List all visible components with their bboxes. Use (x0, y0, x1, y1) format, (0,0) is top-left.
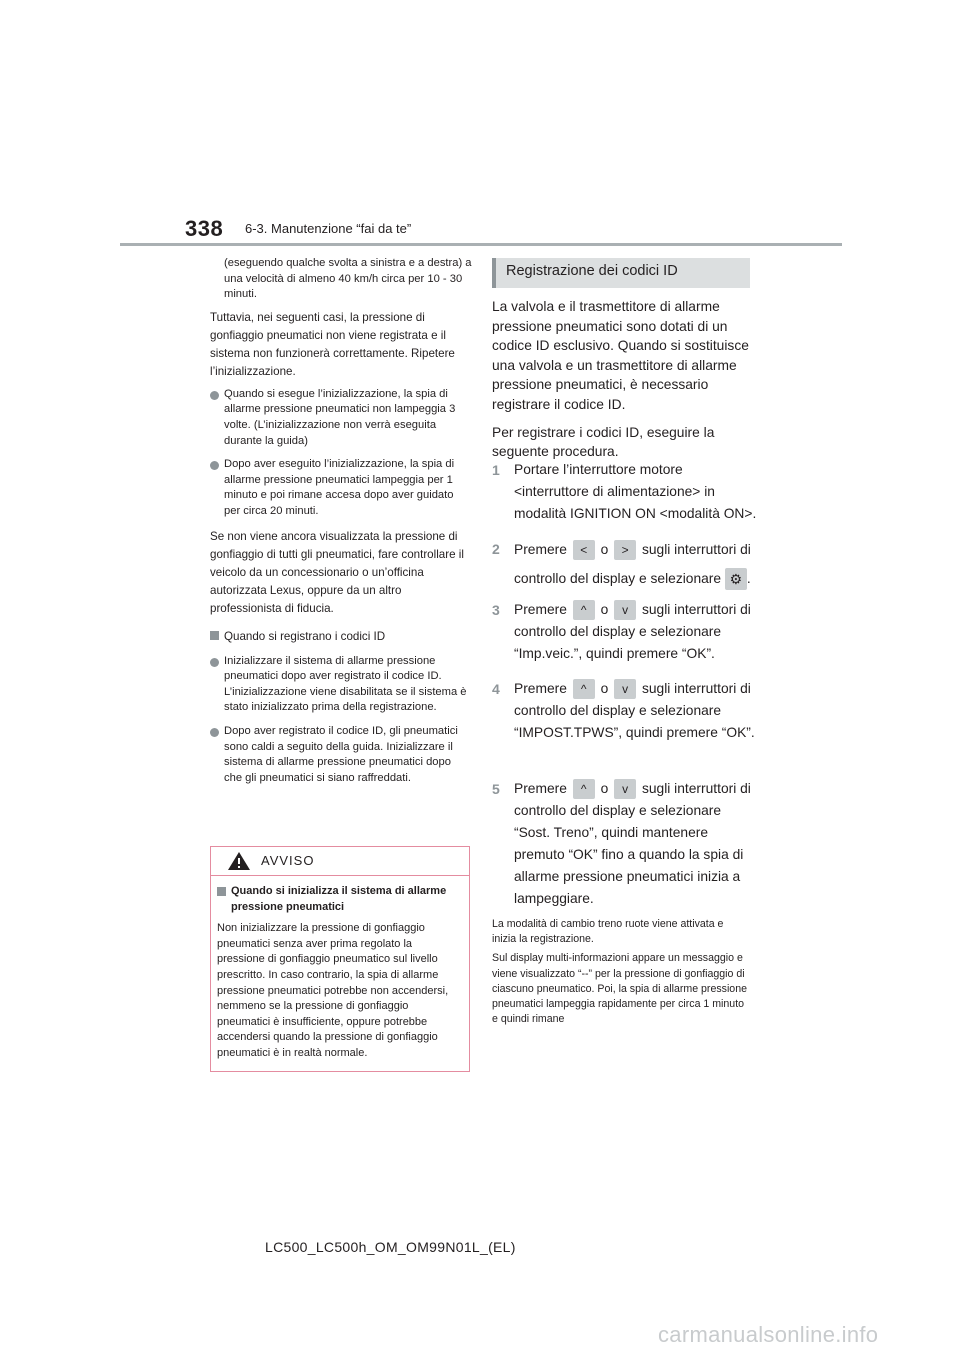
note: Sul display multi-informazioni appare un messaggio e viene visualizzato “--” per la pressione di gonfiaggio di ciascuno pneumatico. Poi, la spia di allarme pressione pneumatici lampeggia rapidamente per circa 1 minuto e quindi rimane (492, 952, 747, 1026)
left-arrow-key-icon: < (573, 540, 595, 560)
bullet-item (210, 387, 472, 449)
section-title: 6-3. Manutenzione “fai da te” (245, 221, 412, 236)
bullet-dot-icon (210, 728, 219, 737)
step-text (514, 599, 757, 665)
notes (492, 917, 750, 1031)
gear-icon: ⚙ (725, 568, 747, 590)
step-text-part: sugli interruttori di controllo del display e selezionare “Imp.veic.”, quindi premere “OK”. (514, 602, 751, 661)
watermark: carmanualsonline.info (658, 1322, 879, 1347)
bullet-item (210, 724, 472, 786)
section-heading-text: Registrazione dei codici ID (506, 263, 678, 279)
square-bullet-icon (210, 631, 219, 640)
paragraph: La valvola e il trasmettitore di allarme pressione pneumatici sono dotati di un codice ID esclusivo. Quando si sostituisce una valvola e un trasmettitore di allarme pressione pneumatici, è necessario registrare il codice ID. (492, 299, 749, 412)
footer-code: LC500_LC500h_OM_OM99N01L_(EL) (265, 1239, 516, 1255)
header-rule (120, 243, 842, 246)
section-heading (492, 258, 750, 288)
step-text: Portare l’interruttore motore <interruttore di alimentazione> in modalità IGNITION ON <modalità ON>. (514, 462, 757, 521)
step-text-part: o (600, 781, 609, 796)
page-number: 338 (185, 216, 224, 241)
bullet-text: Inizializzare il sistema di allarme pressione pneumatici dopo aver registrato il codice ID. L’inizializzazione viene disabilitata se il sistema è stato inizializzato prima della registrazione. (224, 654, 467, 714)
step-number: 5 (492, 781, 500, 797)
warning-box (210, 846, 470, 1072)
bullet-text: Dopo aver registrato il codice ID, gli pneumatici sono caldi a seguito della guida. Inizializzare il sistema di allarme pressione pneumatici dopo che gli pneumatici si siano raffreddati. (224, 724, 458, 784)
paragraph: Per registrare i codici ID, eseguire la seguente procedura. (492, 424, 715, 460)
step-text-part: sugli interruttori di controllo del display e selezionare (514, 542, 751, 586)
right-intro (492, 297, 750, 470)
warning-title: AVVISO (261, 853, 315, 868)
bullet-dot-icon (210, 461, 219, 470)
left-column (210, 256, 472, 794)
step-number: 2 (492, 541, 500, 557)
down-arrow-key-icon: v (614, 779, 636, 799)
right-arrow-key-icon: > (614, 540, 636, 560)
up-arrow-key-icon: ^ (573, 779, 595, 799)
step-number: 4 (492, 681, 500, 697)
warning-subheading (217, 884, 461, 915)
step-text-part: o (600, 602, 609, 617)
step-text-part: sugli interruttori di controllo del display e selezionare “Sost. Treno”, quindi mantenere premuto “OK” fino a quando la spia di allarme pressione pneumatici inizia a lampeggiare. (514, 781, 751, 906)
bullet-text: Dopo aver eseguito l’inizializzazione, la spia di allarme pressione pneumatici lampeggia per 1 minuto e poi rimane accesa dopo aver guidato per circa 20 minuti. (224, 458, 455, 517)
up-arrow-key-icon: ^ (573, 679, 595, 699)
down-arrow-key-icon: v (614, 600, 636, 620)
step-text-part: Premere (514, 781, 567, 796)
bullet-dot-icon (210, 658, 219, 667)
step-text-part: Premere (514, 542, 567, 557)
note: La modalità di cambio treno ruote viene attivata e inizia la registrazione. (492, 918, 724, 946)
step-5 (492, 778, 757, 910)
subheading (210, 628, 472, 646)
step-number: 3 (492, 602, 500, 618)
step-2 (492, 535, 757, 593)
step-3 (492, 599, 757, 665)
bullet-item (210, 654, 472, 716)
step-text (514, 778, 757, 910)
square-bullet-icon (217, 887, 226, 896)
warning-text: Non inizializzare la pressione di gonfiaggio pneumatici senza aver prima regolato la pressione di gonfiaggio pneumatico sul livello prescritto. In caso contrario, la spia di allarme pressione pneumatici potrebbe non accendersi, nemmeno se la pressione di gonfiaggio pneumatici è insufficiente, oppure potrebbe accendersi quando la pressione di gonfiaggio pneumatici è in realtà normale. (217, 922, 449, 1059)
step-number: 1 (492, 462, 500, 478)
step-text-part: Premere (514, 602, 567, 617)
continued-text: (eseguendo qualche svolta a sinistra e a destra) a una velocità di almeno 40 km/h circa per 10 - 30 minuti. (224, 257, 472, 301)
step-text-part: sugli interruttori di controllo del display e selezionare “IMPOST.TPWS”, quindi premere “OK”. (514, 681, 755, 740)
bullet-item (210, 457, 472, 519)
bullet-text: Quando si esegue l’inizializzazione, la spia di allarme pressione pneumatici non lampeggia 3 volte. (L’inizializzazione non verrà eseguita durante la guida) (224, 387, 456, 447)
paragraph: Se non viene ancora visualizzata la pressione di gonfiaggio di tutti gli pneumatici, fare controllare il veicolo da un concessionario o un’officina autorizzata Lexus, oppure da un altro professionista di fiducia. (210, 529, 464, 615)
subheading-text: Quando si registrano i codici ID (224, 629, 386, 643)
step-text-part: Premere (514, 681, 567, 696)
warning-triangle-icon (227, 851, 251, 871)
bullet-dot-icon (210, 391, 219, 400)
paragraph: Tuttavia, nei seguenti casi, la pressione di gonfiaggio pneumatici non viene registrata e il sistema non funzionerà correttamente. Ripetere l’inizializzazione. (210, 310, 455, 378)
down-arrow-key-icon: v (614, 679, 636, 699)
step-text-part: o (600, 681, 609, 696)
warning-subheading-text: Quando si inizializza il sistema di allarme pressione pneumatici (231, 885, 447, 913)
up-arrow-key-icon: ^ (573, 600, 595, 620)
step-4 (492, 678, 757, 744)
step-1 (492, 459, 757, 525)
step-text-part: . (746, 571, 751, 586)
step-text (514, 535, 757, 593)
step-text-part: o (600, 542, 609, 557)
warning-header (211, 847, 469, 876)
step-text (514, 678, 757, 744)
warning-body (211, 876, 469, 1062)
